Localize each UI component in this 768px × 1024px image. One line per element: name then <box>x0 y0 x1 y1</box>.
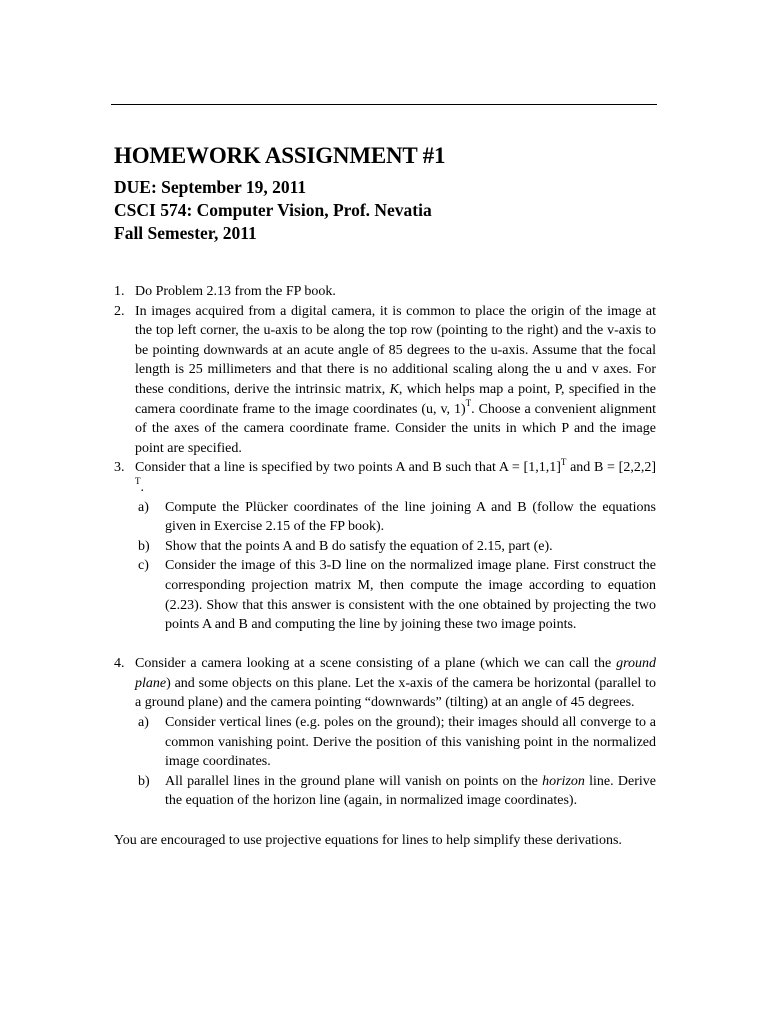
problem-text: Consider that a line is specified by two points A and B such that A = [1,1,1] <box>135 460 561 476</box>
problem-4-part-a <box>114 713 656 772</box>
part-text: All parallel lines in the ground plane will vanish on points on the <box>165 773 543 789</box>
problem-text: In images acquired from a digital camera, it is common to place the origin of the image at the top left corner, the u-axis to be along the top row (pointing to the right) and the v-axis to be pointing downwards at an acute angle of 85 degrees to the u-axis. Assume that the focal length is 25 millimeters and that there is no additional scaling along the u and v axes. For these conditions, derive the intrinsic matrix, <box>135 303 656 397</box>
problem-4 <box>114 654 656 713</box>
problem-4-part-b <box>114 772 656 811</box>
part-text: line. Derive the equation of the horizon line (again, in normalized image coordinates). <box>165 773 656 809</box>
problem-number: 4. <box>114 656 125 672</box>
course-line: CSCI 574: Computer Vision, Prof. Nevatia <box>114 200 432 220</box>
problem-number: 1. <box>114 284 125 299</box>
part-text: Show that the points A and B do satisfy the equation of 2.15, part (e). <box>165 538 553 554</box>
part-text: Consider vertical lines (e.g. poles on the ground); their images should all converge to a common vanishing point. Derive the position of this vanishing point in the normalized image coordinates. <box>165 715 656 770</box>
problem-3 <box>114 458 656 497</box>
problem-number: 2. <box>114 303 125 319</box>
problem-3-part-c <box>114 556 656 634</box>
problem-number: 3. <box>114 460 125 476</box>
part-text: Compute the Plücker coordinates of the line joining A and B (follow the equations given in Exercise 2.15 of the FP book). <box>165 499 656 535</box>
problem-text: ) and some objects on this plane. Let the x-axis of the camera be horizontal (parallel to a ground plane) and the camera pointing “downwards” (tilting) at an angle of 45 degrees. <box>135 675 656 711</box>
problem-text: , which helps map a point, P, specified in the camera coordinate frame to the image coordinates (u, v, 1) <box>135 381 656 417</box>
emphasis-horizon: horizon <box>542 773 585 789</box>
part-label: a) <box>138 499 149 515</box>
problem-1 <box>114 282 656 302</box>
top-divider <box>111 104 657 105</box>
emphasis-ground-plane: ground plane <box>135 656 656 691</box>
problem-text: . <box>140 479 144 495</box>
spacer <box>114 635 656 655</box>
problem-text: Do Problem 2.13 from the FP book. <box>135 284 336 299</box>
problem-text: and B = [2,2,2] <box>566 460 656 476</box>
closing-paragraph: You are encouraged to use projective equations for lines to help simplify these derivations. <box>114 832 622 848</box>
part-label: b) <box>138 773 150 789</box>
assignment-title: HOMEWORK ASSIGNMENT #1 <box>114 143 446 168</box>
transpose-mark: T <box>135 476 141 487</box>
transpose-mark: T <box>560 456 567 467</box>
part-label: c) <box>138 558 149 574</box>
part-label: a) <box>138 715 149 731</box>
spacer <box>114 811 656 831</box>
problem-3-part-b <box>114 537 656 557</box>
problem-list <box>114 282 656 850</box>
transpose-mark: T <box>465 397 472 408</box>
problem-text: Consider a camera looking at a scene consisting of a plane (which we can call the <box>135 656 617 672</box>
problem-text: . Choose a convenient alignment of the axes of the camera coordinate frame. Consider the units in which P and the image point are specified. <box>135 401 656 456</box>
part-text: Consider the image of this 3-D line on the normalized image plane. First construct the corresponding projection matrix M, then compute the image according to equation (2.23). Show that this answer is consistent with the one obtained by projecting the two points A and B and computing the line by joining these two image points. <box>165 558 656 633</box>
problem-3-part-a <box>114 498 656 537</box>
due-date: DUE: September 19, 2011 <box>114 177 307 197</box>
part-label: b) <box>138 538 150 554</box>
matrix-symbol: K <box>389 381 399 397</box>
semester-line: Fall Semester, 2011 <box>114 223 257 243</box>
problem-2 <box>114 302 656 459</box>
